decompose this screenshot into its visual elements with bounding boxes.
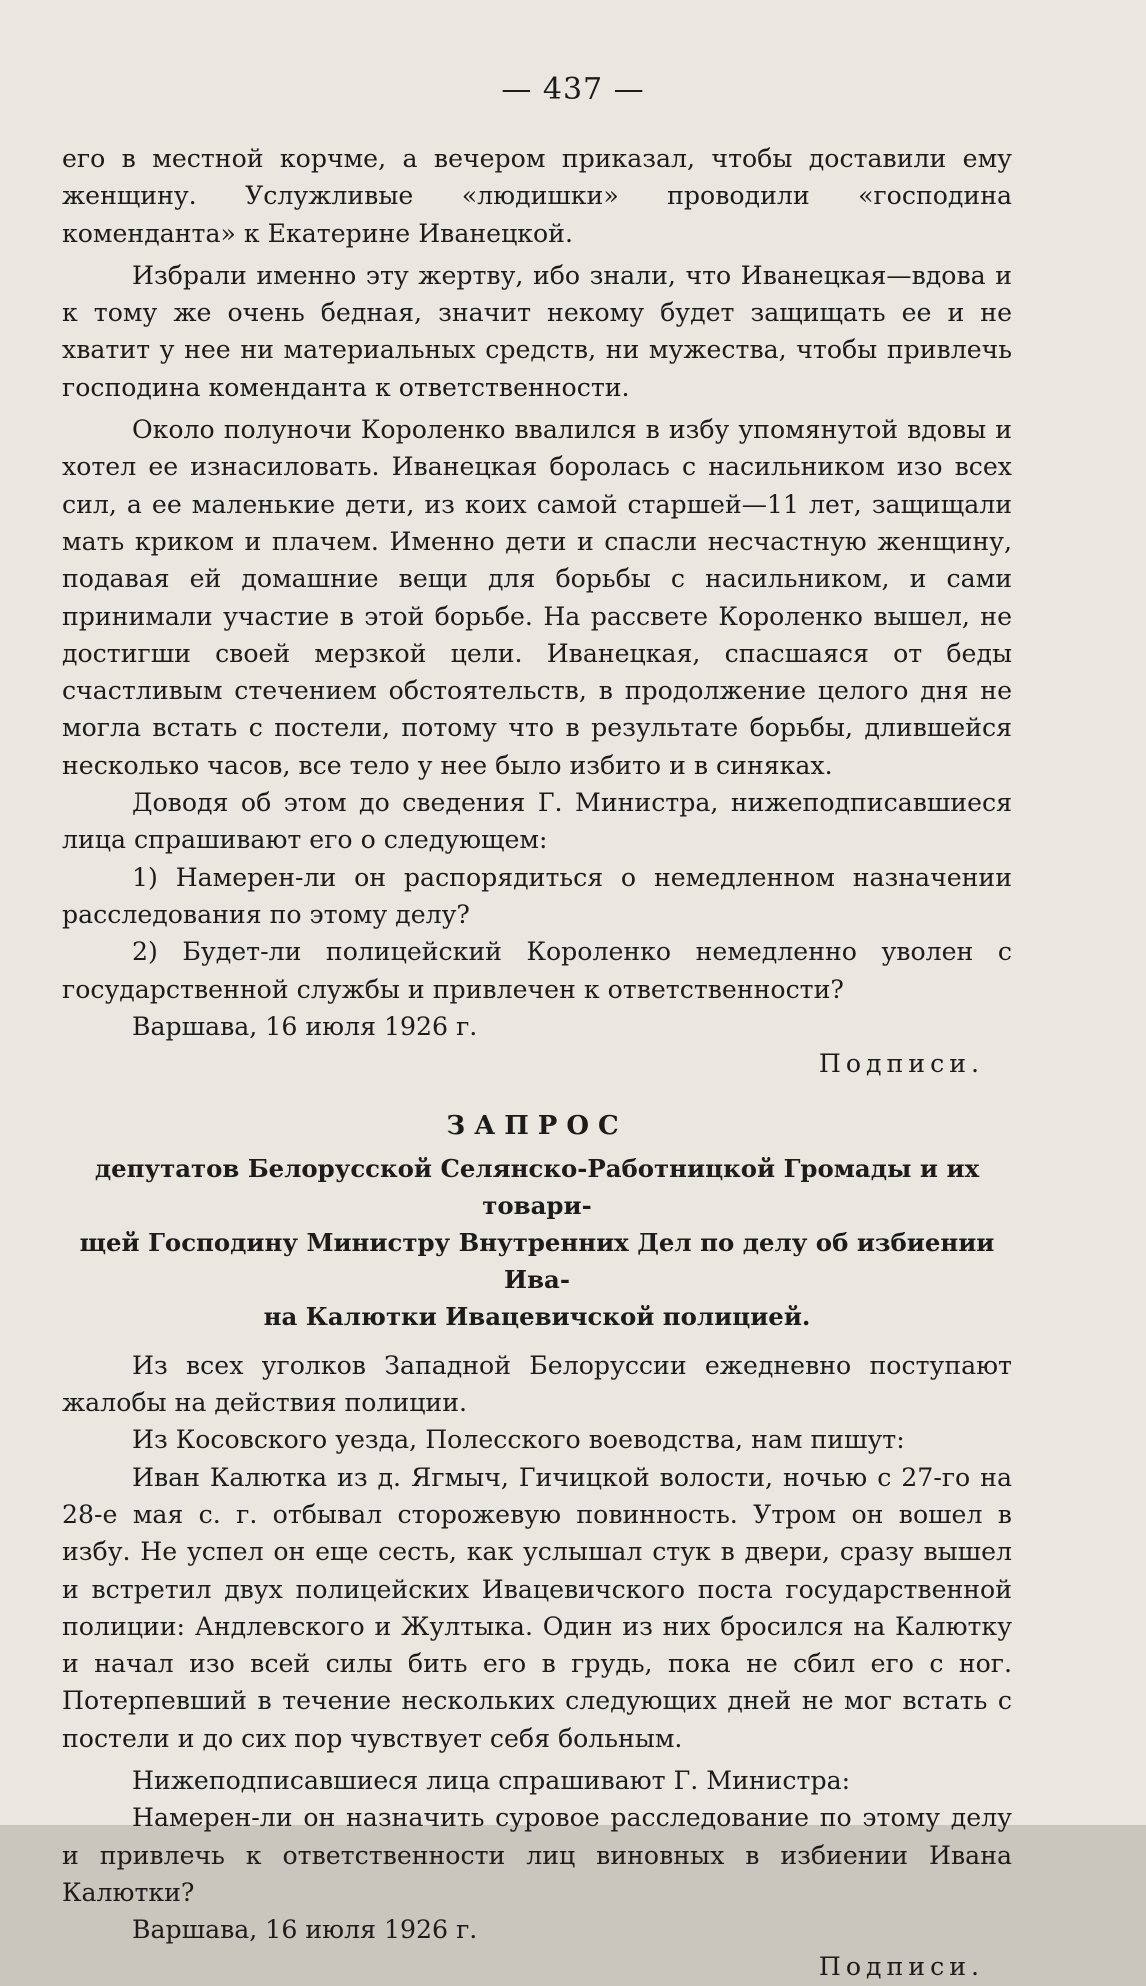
paragraph: Доводя об этом до сведения Г. Министра, нижеподписавшиеся лица спрашивают его о следующем: bbox=[62, 788, 1012, 855]
page-number: — 437 — bbox=[501, 72, 645, 107]
question-2: 2) Будет-ли полицейский Короленко немедленно уволен с государственной службы и привлечен к ответственности? bbox=[62, 937, 1012, 1004]
paragraph: Нижеподписавшиеся лица спрашивают Г. Министра: bbox=[132, 1765, 851, 1795]
signatures: Подписи. bbox=[818, 1049, 984, 1079]
paragraph: Из Косовского уезда, Полесского воеводства, нам пишут: bbox=[132, 1425, 905, 1455]
section-heading: ЗАПРОС bbox=[446, 1111, 628, 1142]
section-subheading bbox=[62, 1150, 1012, 1335]
paragraph: Из всех уголков Западной Белоруссии ежедневно поступают жалобы на действия полиции. bbox=[62, 1350, 1012, 1418]
paragraph: Избрали именно эту жертву, ибо знали, что Иванецкая—вдова и к тому же очень бедная, значит некому будет защищать ее и не хватит у нее ни материальных средств, ни мужества, чтобы привлечь господина коменданта к ответственности. bbox=[62, 260, 1012, 402]
paragraph: Около полуночи Короленко ввалился в избу упомянутой вдовы и хотел ее изнасиловать. Иванецкая боролась с насильником изо всех сил, а ее маленькие дети, из коих самой старшей—11 лет, защищали мать криком и плачем. Именно дети и спасли несчастную женщину, подавая ей домашние вещи для борьбы с насильником, и сами принимали участие в этой борьбе. На рассвете Короленко вышел, не достигши своей мерзкой цели. Иванецкая, спасшаяся от беды счастливым стечением обстоятельств, в продолжение целого дня не могла встать с постели, потому что в результате борьбы, длившейся несколько часов, все тело у нее было избито и в синяках. bbox=[62, 415, 1012, 780]
subheading-line: на Калютки Ивацевичской полицией. bbox=[263, 1301, 811, 1331]
subheading-line: депутатов Белорусской Селянско-Работницкой Громады и их товари- bbox=[94, 1153, 980, 1220]
date-line: Варшава, 16 июля 1926 г. bbox=[132, 1011, 478, 1041]
signatures: Подписи. bbox=[818, 1952, 984, 1982]
page-body bbox=[62, 140, 1012, 1986]
subheading-line: щей Господину Министру Внутренних Дел по делу об избиении Ива- bbox=[79, 1227, 995, 1294]
paragraph: его в местной корчме, а вечером приказал, чтобы доставили ему женщину. Услужливые «людишки» проводили «господина коменданта» к Екатерине Иванецкой. bbox=[62, 144, 1012, 248]
date-line: Варшава, 16 июля 1926 г. bbox=[132, 1915, 478, 1945]
paragraph: Намерен-ли он назначить суровое расследование по этому делу и привлечь к ответственности лиц виновных в избиении Ивана Калютки? bbox=[62, 1803, 1012, 1907]
paragraph: Иван Калютка из д. Ягмыч, Гичицкой волости, ночью с 27-го на 28-е мая с. г. отбывал сторожевую повинность. Утром он вошел в избу. Не успел он еще сесть, как услышал стук в двери, сразу вышел и встретил двух полицейских Ивацевичского поста государственной полиции: Андлевского и Жултыка. Один из них бросился на Калютку и начал изо всей силы бить его в грудь, пока не сбил его с ног. Потерпевший в течение нескольких следующих дней не мог встать с постели и до сих пор чувствует себя больным. bbox=[62, 1462, 1012, 1753]
question-1: 1) Намерен-ли он распорядиться о немедленном назначении расследования по этому делу? bbox=[62, 862, 1012, 929]
